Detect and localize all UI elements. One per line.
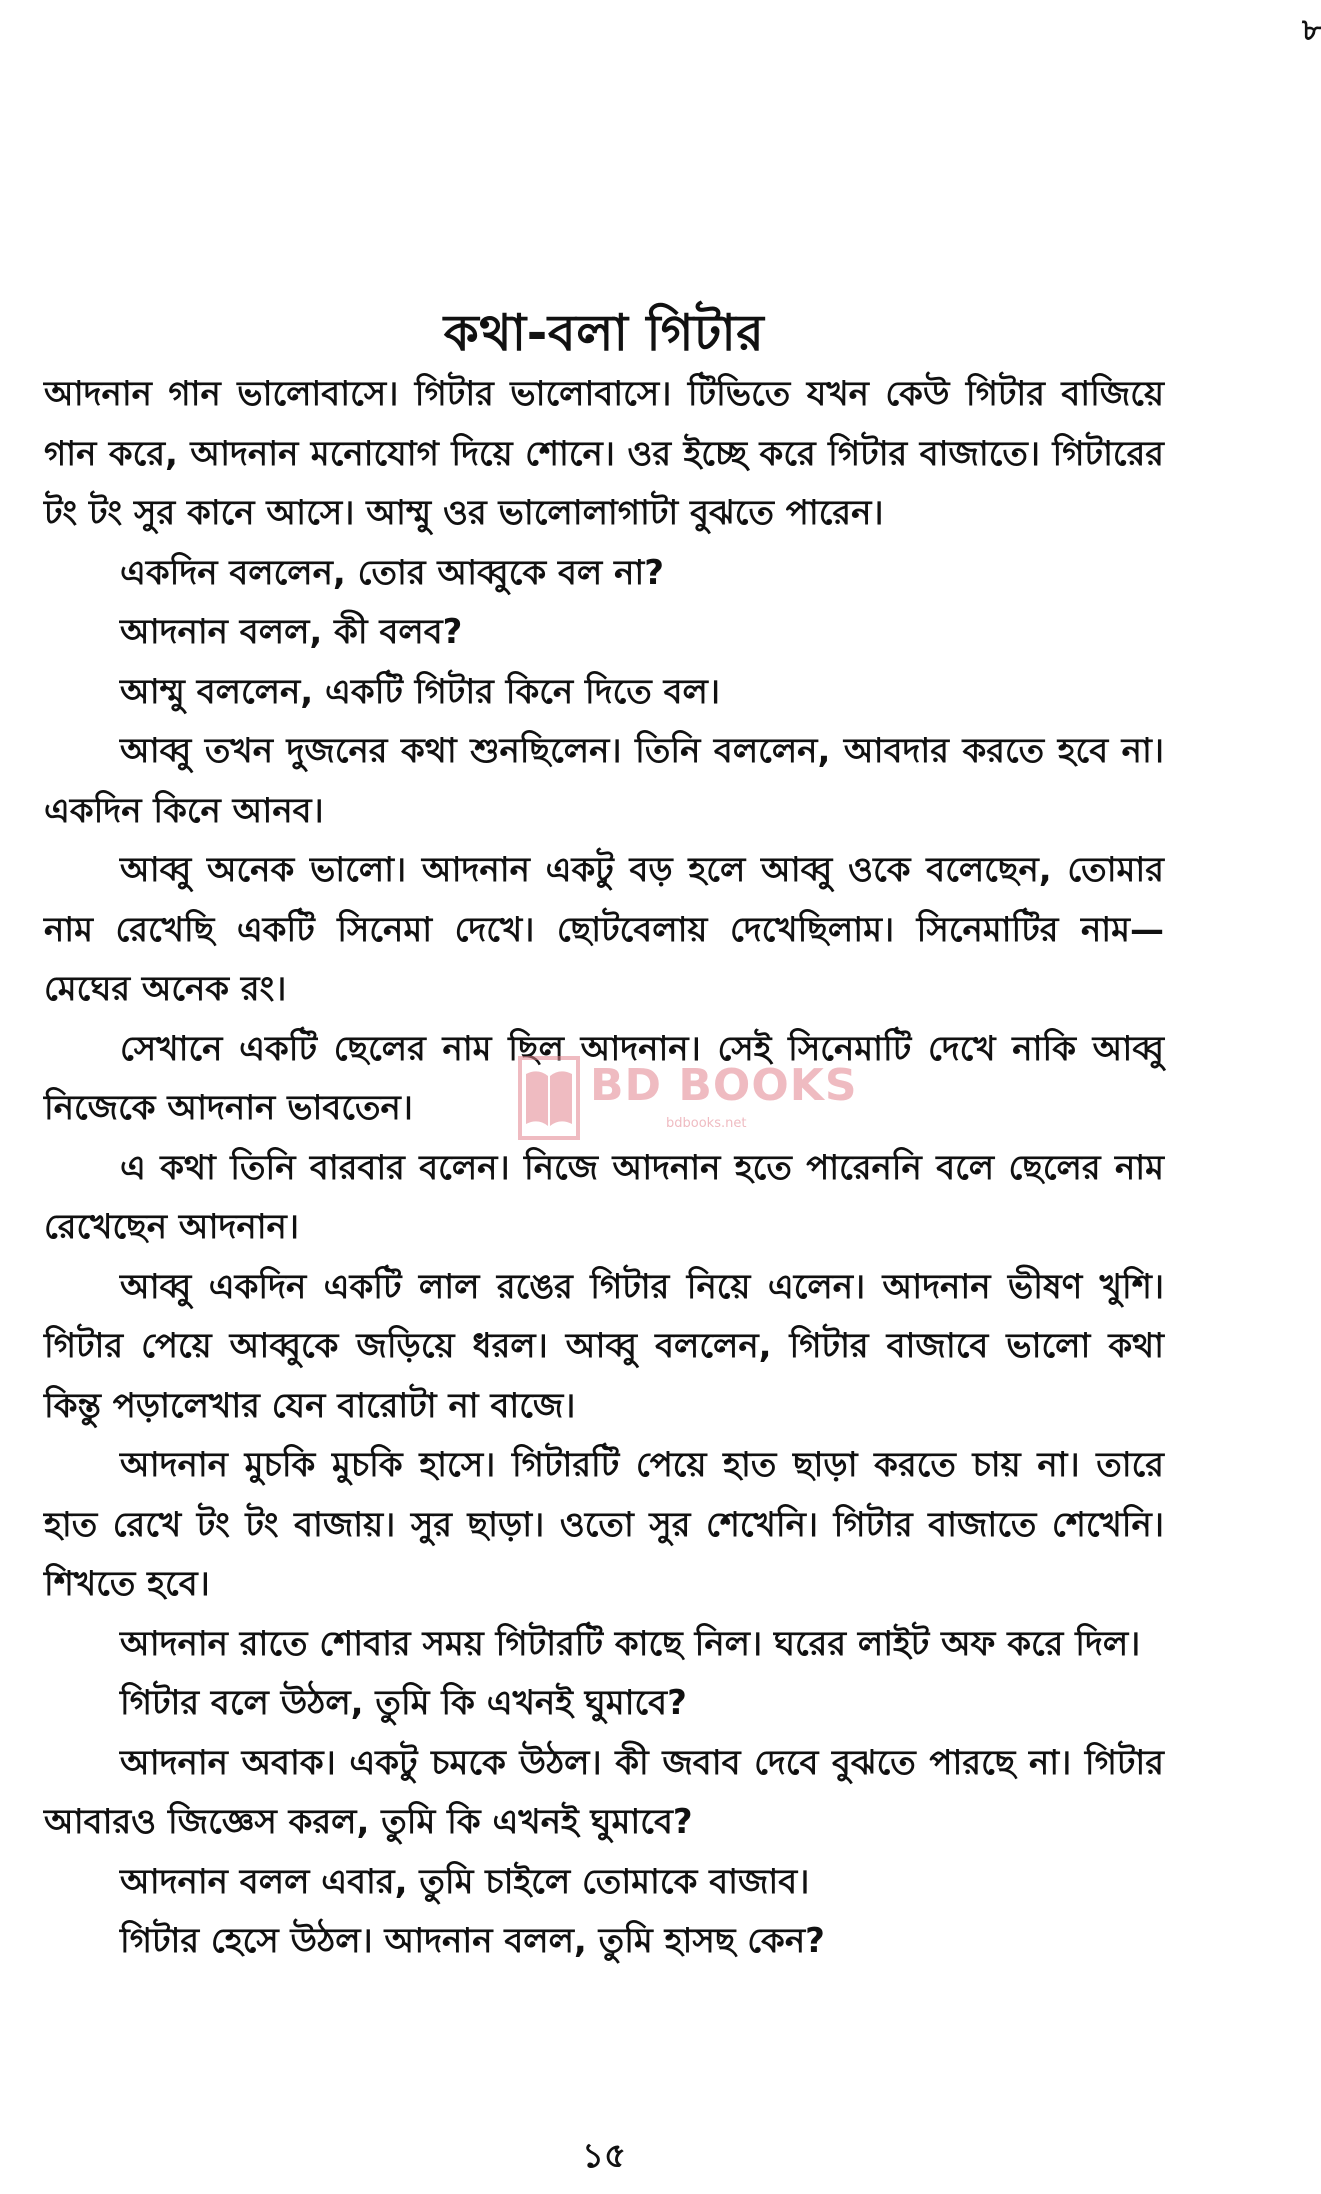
paragraph-13: আদনান অবাক। একটু চমকে উঠল। কী জবাব দেবে বুঝতে পারছে না। গিটার আবারও জিজ্ঞেস করল, তুমি কি এখনই ঘুমাবে? <box>44 1742 1164 1842</box>
paragraph-4: আম্মু বললেন, একটি গিটার কিনে দিতে বল। <box>120 671 721 712</box>
paragraph-11: আদনান রাতে শোবার সময় গিটারটি কাছে নিল। ঘরের লাইট অফ করে দিল। <box>120 1623 1141 1664</box>
paragraph-9: আব্বু একদিন একটি লাল রঙের গিটার নিয়ে এলেন। আদনান ভীষণ খুশি। গিটার পেয়ে আব্বুকে জড়িয়ে ধরল। আব্বু বললেন, গিটার বাজাবে ভালো কথা কিন্তু পড়ালেখার যেন বারোটা না বাজে। <box>44 1266 1164 1426</box>
watermark-url: bdbooks.net <box>666 1116 747 1131</box>
paragraph-6: আব্বু অনেক ভালো। আদনান একটু বড় হলে আব্বু ওকে বলেছেন, তোমার নাম রেখেছি একটি সিনেমা দেখে। ছোটবেলায় দেখেছিলাম। সিনেমাটির নাম—মেঘের অনেক রং। <box>44 850 1164 1009</box>
paragraph-3: আদনান বলল, কী বলব? <box>120 612 463 652</box>
paragraph-2: একদিন বললেন, তোর আব্বুকে বল না? <box>120 552 664 593</box>
paragraph-15: গিটার হেসে উঠল। আদনান বলল, তুমি হাসছ কেন? <box>120 1921 825 1961</box>
chapter-title: কথা-বলা গিটার <box>443 303 765 362</box>
story-body <box>44 365 1164 1972</box>
paragraph-7: সেখানে একটি ছেলের নাম ছিল আদনান। সেই সিনেমাটি দেখে নাকি আব্বু নিজেকে আদনান ভাবতেন। <box>44 1028 1164 1128</box>
paragraph-12: গিটার বলে উঠল, তুমি কি এখনই ঘুমাবে? <box>120 1683 687 1723</box>
page-number: ১৫ <box>581 2136 627 2176</box>
watermark-text: BD BOOKS <box>590 1060 858 1111</box>
paragraph-1: আদনান গান ভালোবাসে। গিটার ভালোবাসে। টিভিতে যখন কেউ গিটার বাজিয়ে গান করে, আদনান মনোযোগ দিয়ে শোনে। ওর ইচ্ছে করে গিটার বাজাতে। গিটারের টং টং সুর কানে আসে। আম্মু ওর ভালোলাগাটা বুঝতে পারেন। <box>44 374 1164 533</box>
paragraph-10: আদনান মুচকি মুচকি হাসে। গিটারটি পেয়ে হাত ছাড়া করতে চায় না। তারে হাত রেখে টং টং বাজায়। সুর ছাড়া। ওতো সুর শেখেনি। গিটার বাজাতে শেখেনি। শিখতে হবে। <box>44 1445 1164 1604</box>
paragraph-8: এ কথা তিনি বারবার বলেন। নিজে আদনান হতে পারেননি বলে ছেলের নাম রেখেছেন আদনান। <box>44 1147 1164 1247</box>
paragraph-5: আব্বু তখন দুজনের কথা শুনছিলেন। তিনি বললেন, আবদার করতে হবে না। একদিন কিনে আনব। <box>44 731 1164 831</box>
paragraph-14: আদনান বলল এবার, তুমি চাইলে তোমাকে বাজাব। <box>120 1861 810 1902</box>
corner-page-mark: ৮ <box>1302 13 1321 48</box>
